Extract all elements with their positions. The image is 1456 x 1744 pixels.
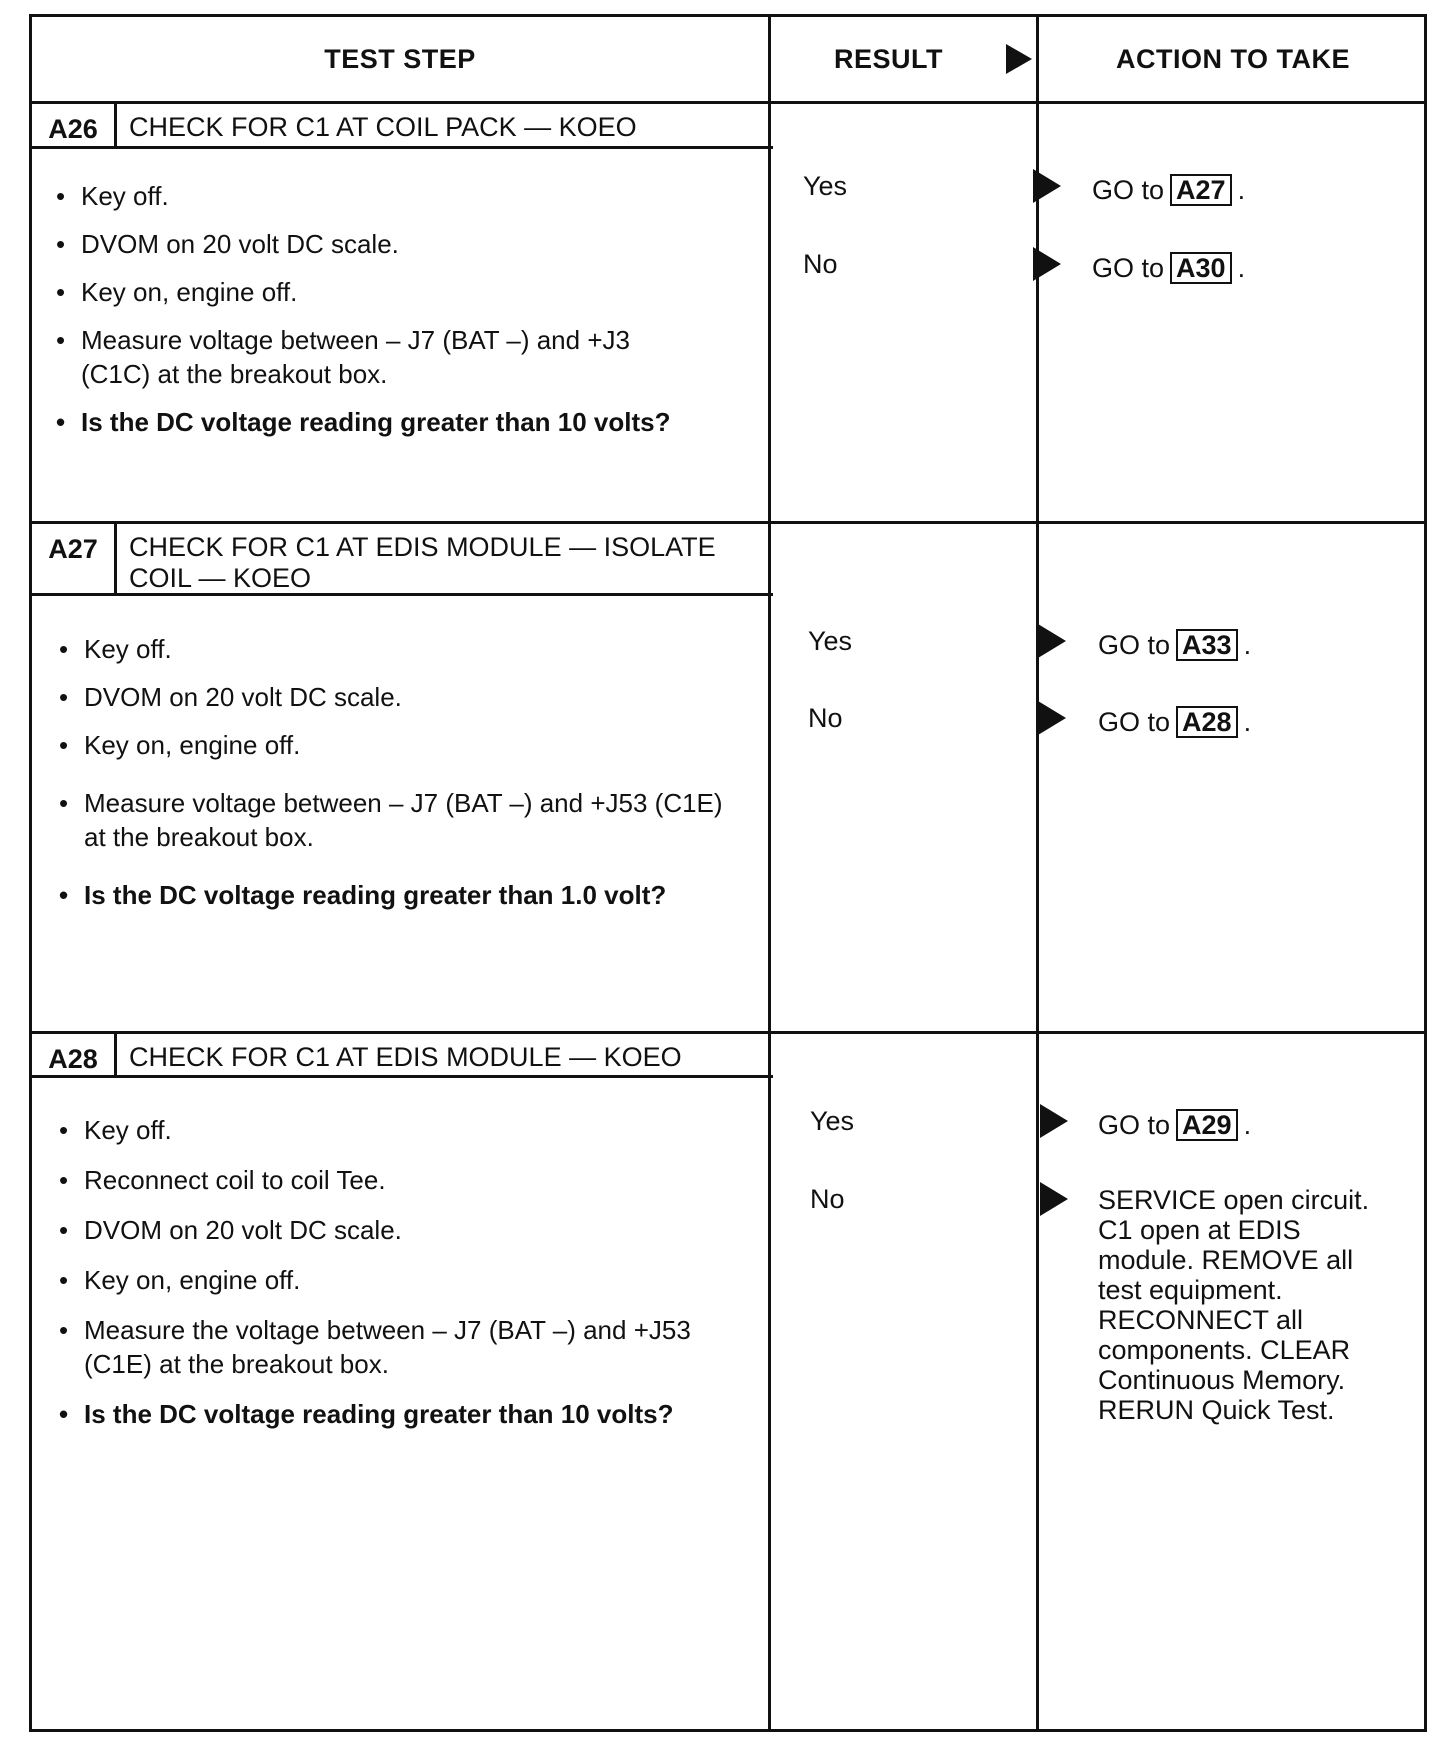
action-suffix: . [1243, 630, 1252, 660]
step-reference[interactable]: A27 [1170, 174, 1232, 206]
instruction-item: • DVOM on 20 volt DC scale. [54, 227, 754, 261]
instruction-item: • Measure voltage between – J7 (BAT –) and +J53 (C1E) at the breakout box. [57, 786, 734, 854]
action-a27-yes [1098, 629, 1251, 661]
action-text: GO to [1098, 1110, 1171, 1140]
step-reference[interactable]: A29 [1176, 1109, 1238, 1141]
action-text: GO to [1092, 175, 1165, 205]
action-text: GO to [1092, 253, 1165, 283]
question-item: • Is the DC voltage reading greater than 10 volts? [54, 405, 681, 439]
action-suffix: . [1243, 1110, 1252, 1140]
result-arrow-icon [1038, 701, 1066, 735]
result-arrow-icon [1033, 169, 1061, 203]
result-arrow-icon [1038, 624, 1066, 658]
action-text: GO to [1098, 630, 1171, 660]
action-text: GO to [1098, 707, 1171, 737]
result-arrow-icon [1033, 247, 1061, 281]
step-reference[interactable]: A33 [1176, 629, 1238, 661]
header-result [771, 17, 1036, 101]
action-suffix: . [1237, 253, 1246, 283]
instruction-item: • Key on, engine off. [57, 1263, 757, 1297]
result-label: No [803, 248, 838, 279]
header-test-step: TEST STEP [324, 43, 476, 74]
action-suffix: . [1243, 707, 1252, 737]
instruction-item: • Measure voltage between – J7 (BAT –) and +J3 (C1C) at the breakout box. [54, 323, 701, 391]
result-row-a26-yes [803, 169, 1061, 203]
step-id: A26 [32, 104, 117, 146]
step-title: CHECK FOR C1 AT COIL PACK — KOEO [129, 112, 637, 142]
action-a27-no [1098, 706, 1251, 738]
result-row-a27-no [808, 701, 1066, 735]
step-title: CHECK FOR C1 AT EDIS MODULE — ISOLATE COIL — KOEO [129, 532, 716, 593]
step-header-a26 [32, 104, 773, 149]
action-suffix: . [1237, 175, 1246, 205]
result-row-a28-yes [810, 1104, 1068, 1138]
step-instructions-a27 [57, 632, 757, 912]
action-a26-no [1092, 252, 1245, 284]
question-item: • Is the DC voltage reading greater than 1.0 volt? [57, 878, 684, 912]
result-row-a26-no [803, 247, 1061, 281]
instruction-item: • Measure the voltage between – J7 (BAT –) and +J53 (C1E) at the breakout box. [57, 1313, 734, 1381]
instruction-item: • Key on, engine off. [57, 728, 757, 762]
header-result-label: RESULT [834, 43, 943, 74]
instruction-item: • DVOM on 20 volt DC scale. [57, 1213, 757, 1247]
step-title: CHECK FOR C1 AT EDIS MODULE — KOEO [129, 1042, 682, 1072]
step-id: A27 [32, 524, 117, 593]
instruction-item: • Key off. [57, 632, 757, 666]
result-label: Yes [810, 1105, 855, 1136]
step-header-a27 [32, 524, 773, 596]
step-instructions-a28 [57, 1113, 757, 1431]
step-reference[interactable]: A28 [1176, 706, 1238, 738]
result-row-a28-no [810, 1182, 1068, 1216]
step-instructions-a26 [54, 179, 754, 439]
instruction-item: • Reconnect coil to coil Tee. [57, 1163, 757, 1197]
step-header-a28 [32, 1034, 773, 1078]
result-label: No [810, 1183, 845, 1214]
result-label: Yes [808, 625, 853, 656]
result-row-a27-yes [808, 624, 1066, 658]
action-a28-yes [1098, 1109, 1251, 1141]
instruction-item: • Key on, engine off. [54, 275, 754, 309]
column-divider-result [768, 17, 771, 1729]
result-label: Yes [803, 170, 848, 201]
result-arrow-icon [1040, 1182, 1068, 1216]
result-label: No [808, 702, 843, 733]
instruction-item: • Key off. [54, 179, 754, 213]
instruction-item: • Key off. [57, 1113, 757, 1147]
instruction-item: • DVOM on 20 volt DC scale. [57, 680, 757, 714]
diagnostic-table [29, 14, 1427, 1732]
result-arrow-icon [1040, 1104, 1068, 1138]
header-action: ACTION TO TAKE [1116, 43, 1350, 74]
action-a26-yes [1092, 174, 1245, 206]
question-item: • Is the DC voltage reading greater than 10 volts? [57, 1397, 684, 1431]
step-id: A28 [32, 1034, 117, 1075]
action-a28-no: SERVICE open circuit. C1 open at EDIS module. REMOVE all test equipment. RECONNECT all components. CLEAR Continuous Memory. RERUN Quick Test. [1098, 1185, 1370, 1425]
step-reference[interactable]: A30 [1170, 252, 1232, 284]
header-arrow-icon [1006, 44, 1032, 74]
